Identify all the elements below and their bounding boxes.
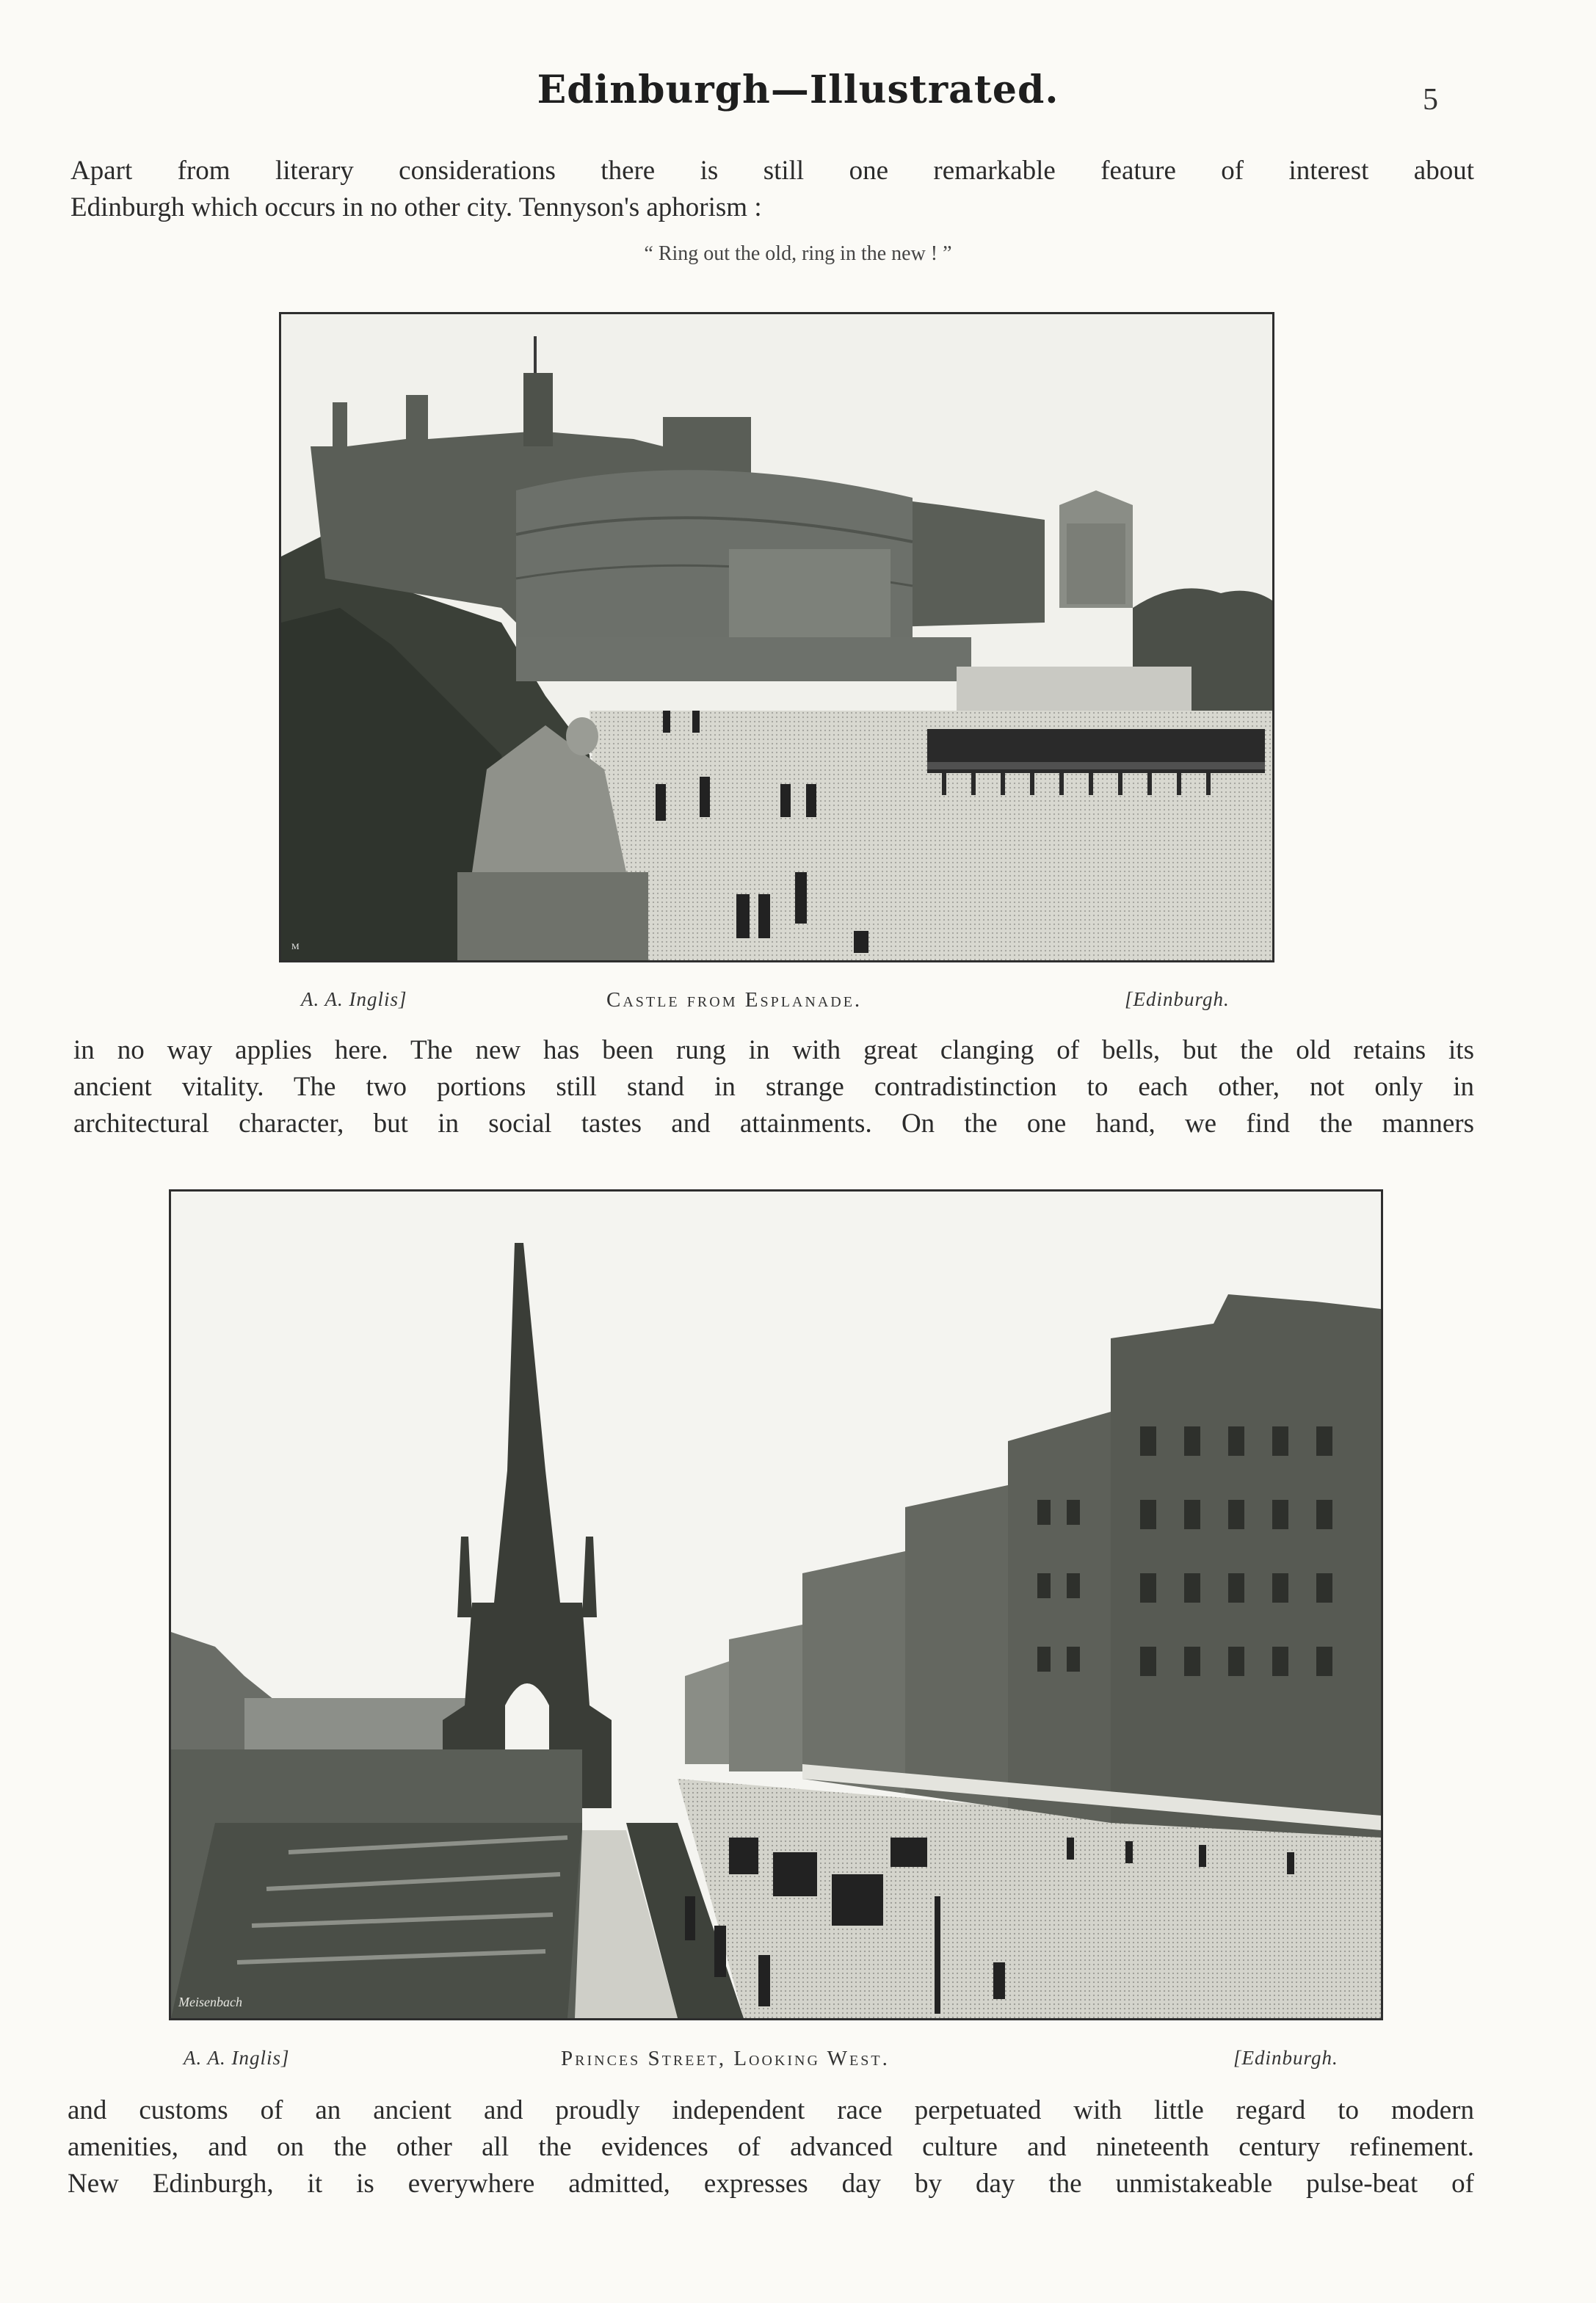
paragraph-line: amenities, and on the other all the evidences of advanced culture and nineteenth century refinement. <box>68 2132 1474 2162</box>
figure-1-title: Castle from Esplanade. <box>606 988 863 1012</box>
page-number: 5 <box>1423 83 1438 117</box>
tennyson-quote: “ Ring out the old, ring in the new ! ” <box>644 242 952 265</box>
figure-2-location: [Edinburgh. <box>1233 2047 1338 2069</box>
paragraph-line: Edinburgh which occurs in no other city. Tennyson's aphorism : <box>70 192 762 222</box>
princes-street-photograph <box>169 1189 1383 2020</box>
engraver-mark: Meisenbach <box>178 1995 242 2009</box>
paragraph-line: in no way applies here. The new has been rung in with great clanging of bells, but the old retains its <box>73 1035 1474 1065</box>
figure-1-photographer: A. A. Inglis] <box>301 988 407 1010</box>
svg-text:M: M <box>291 941 300 951</box>
figure-2-photographer: A. A. Inglis] <box>184 2047 290 2069</box>
princes-street-illustration <box>171 1192 1381 2018</box>
paragraph-2 <box>73 1032 1474 1142</box>
paragraph-line: ancient vitality. The two portions still stand in strange contradistinction to each other, not only in <box>73 1072 1474 1102</box>
figure-1-location: [Edinburgh. <box>1125 988 1230 1010</box>
paragraph-line: architectural character, but in social tastes and attainments. On the one hand, we find the manners <box>73 1109 1474 1139</box>
paragraph-line: Apart from literary considerations there is still one remarkable feature of interest about <box>70 156 1474 186</box>
paragraph-1 <box>70 153 1474 226</box>
paragraph-line: New Edinburgh, it is everywhere admitted, expresses day by day the unmistakeable pulse-beat of <box>68 2169 1474 2199</box>
paragraph-line: and customs of an ancient and proudly independent race perpetuated with little regard to modern <box>68 2095 1474 2125</box>
castle-photograph <box>279 312 1274 962</box>
paragraph-3 <box>68 2092 1474 2202</box>
figure-2-title: Princes Street, Looking West. <box>561 2047 890 2070</box>
castle-illustration <box>281 314 1272 960</box>
running-title: Edinburgh—Illustrated. <box>537 68 1059 112</box>
